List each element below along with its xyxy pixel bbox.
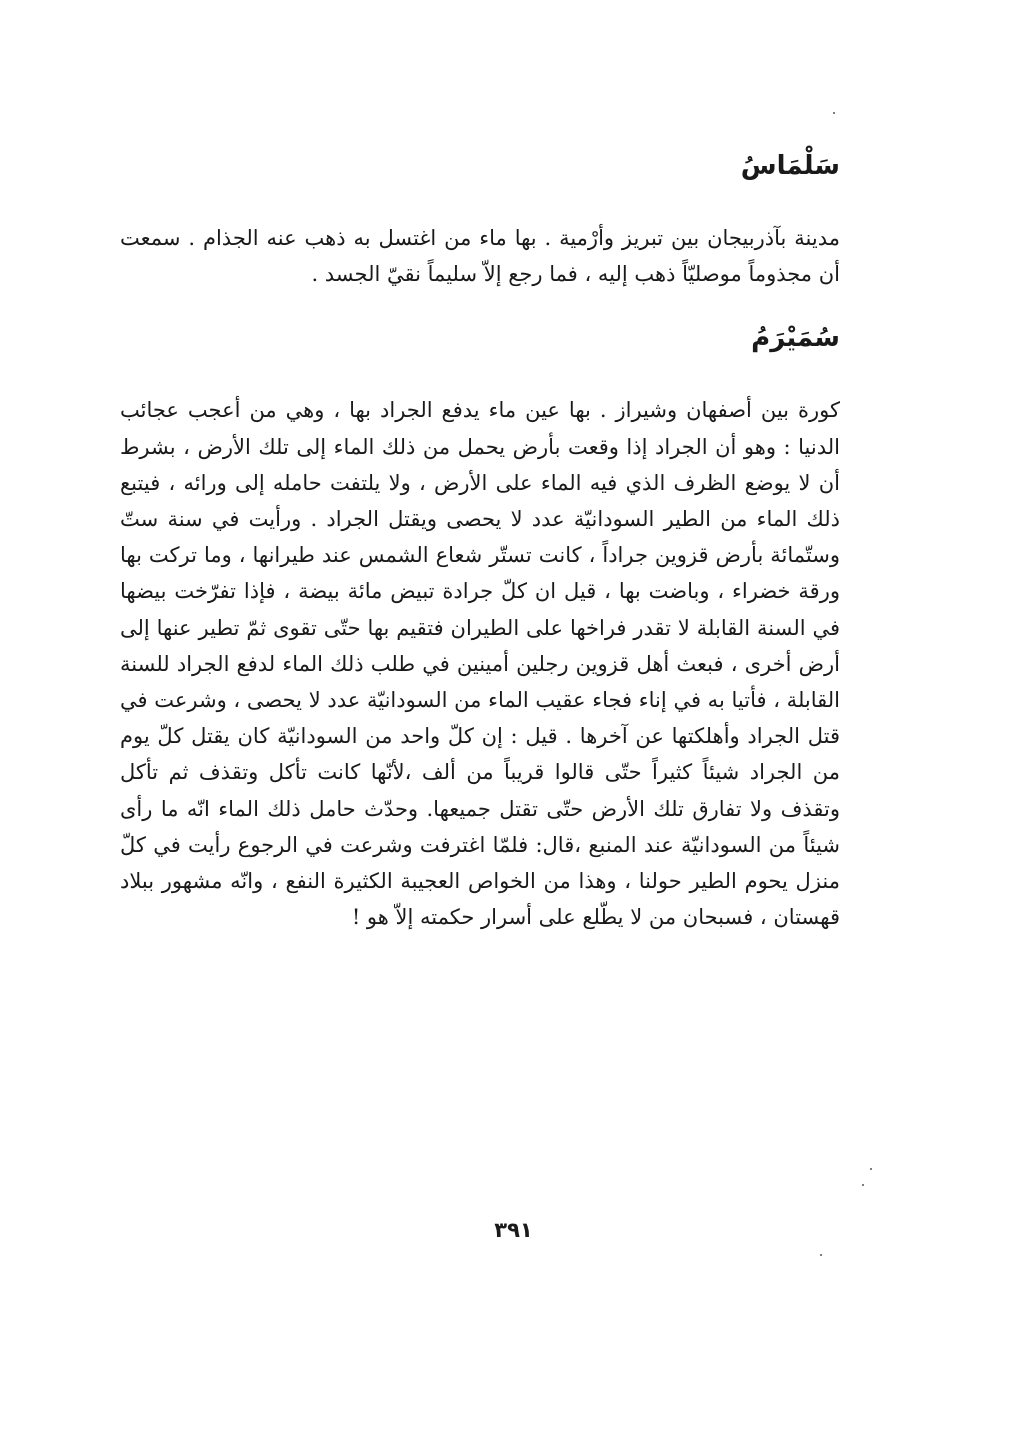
- entry-text-salmas: مدينة بآذربيجان بين تبريز وأرْمية . بها ماء من اغتسل به ذهب عنه الجذام . سمعت أن مجذوماً موصليّاً ذهب إليه ، فما رجع إلاّ سليماً نقيّ الجسد .: [120, 226, 840, 287]
- page-number: ٣٩١: [494, 1218, 533, 1242]
- entry-heading-sumayram: سُمَيْرَمُ: [751, 323, 840, 354]
- paper-speck: [870, 1168, 872, 1170]
- page-content: [120, 140, 840, 935]
- entry-heading-salmas: سَلْمَاسُ: [740, 151, 840, 181]
- paper-speck: [862, 1184, 864, 1186]
- paper-speck: [833, 112, 835, 114]
- paper-speck: [820, 1254, 822, 1256]
- entry-text-sumayram: كورة بين أصفهان وشيراز . بها عين ماء يدفع الجراد بها ، وهي من أعجب عجائب الدنيا : وهو أن الجراد إذا وقعت بأرض يحمل من ذلك الماء إلى تلك الأرض ، بشرط أن لا يوضع الظرف الذي فيه الماء على الأرض ، ولا يلتفت حامله إلى ورائه ، فيتبع ذلك الماء من الطير السودانيّة عدد لا يحصى ويقتل الجراد . ورأيت في سنة ستّ وستّمائة بأرض قزوين جراداً ، كانت تستّر شعاع الشمس عند طيرانها ، وما تركت بها ورقة خضراء ، وباضت بها ، قيل ان كلّ جرادة تبيض مائة بيضة ، فإذا تفرّخت بيضها في السنة القابلة لا تقدر فراخها على الطيران فتقيم بها حتّى تقوى ثمّ تطير عنها إلى أرض أخرى ، فبعث أهل قزوين رجلين أمينين في طلب ذلك الماء لدفع الجراد للسنة القابلة ، فأتيا به في إناء فجاء عقيب الماء من السودانيّة عدد لا يحصى ، وشرعت في قتل الجراد وأهلكتها عن آخرها . قيل : إن كلّ واحد من السودانيّة كان يقتل كلّ يوم من الجراد شيئاً كثيراً حتّى قالوا قريباً من ألف ،لأنّها كانت تأكل وتقذف ثم تأكل وتقذف ولا تفارق تلك الأرض حتّى تقتل جميعها. وحدّث حامل ذلك الماء انّه ما رأى شيئاً من السودانيّة عند المنبع ،قال: فلمّا اغترفت وشرعت في الرجوع رأيت في كلّ منزل يحوم الطير حولنا ، وهذا من الخواص العجيبة الكثيرة النفع ، وانّه مشهور ببلاد قهستان ، فسبحان من لا يطّلع على أسرار حكمته إلاّ هو !: [120, 398, 840, 930]
